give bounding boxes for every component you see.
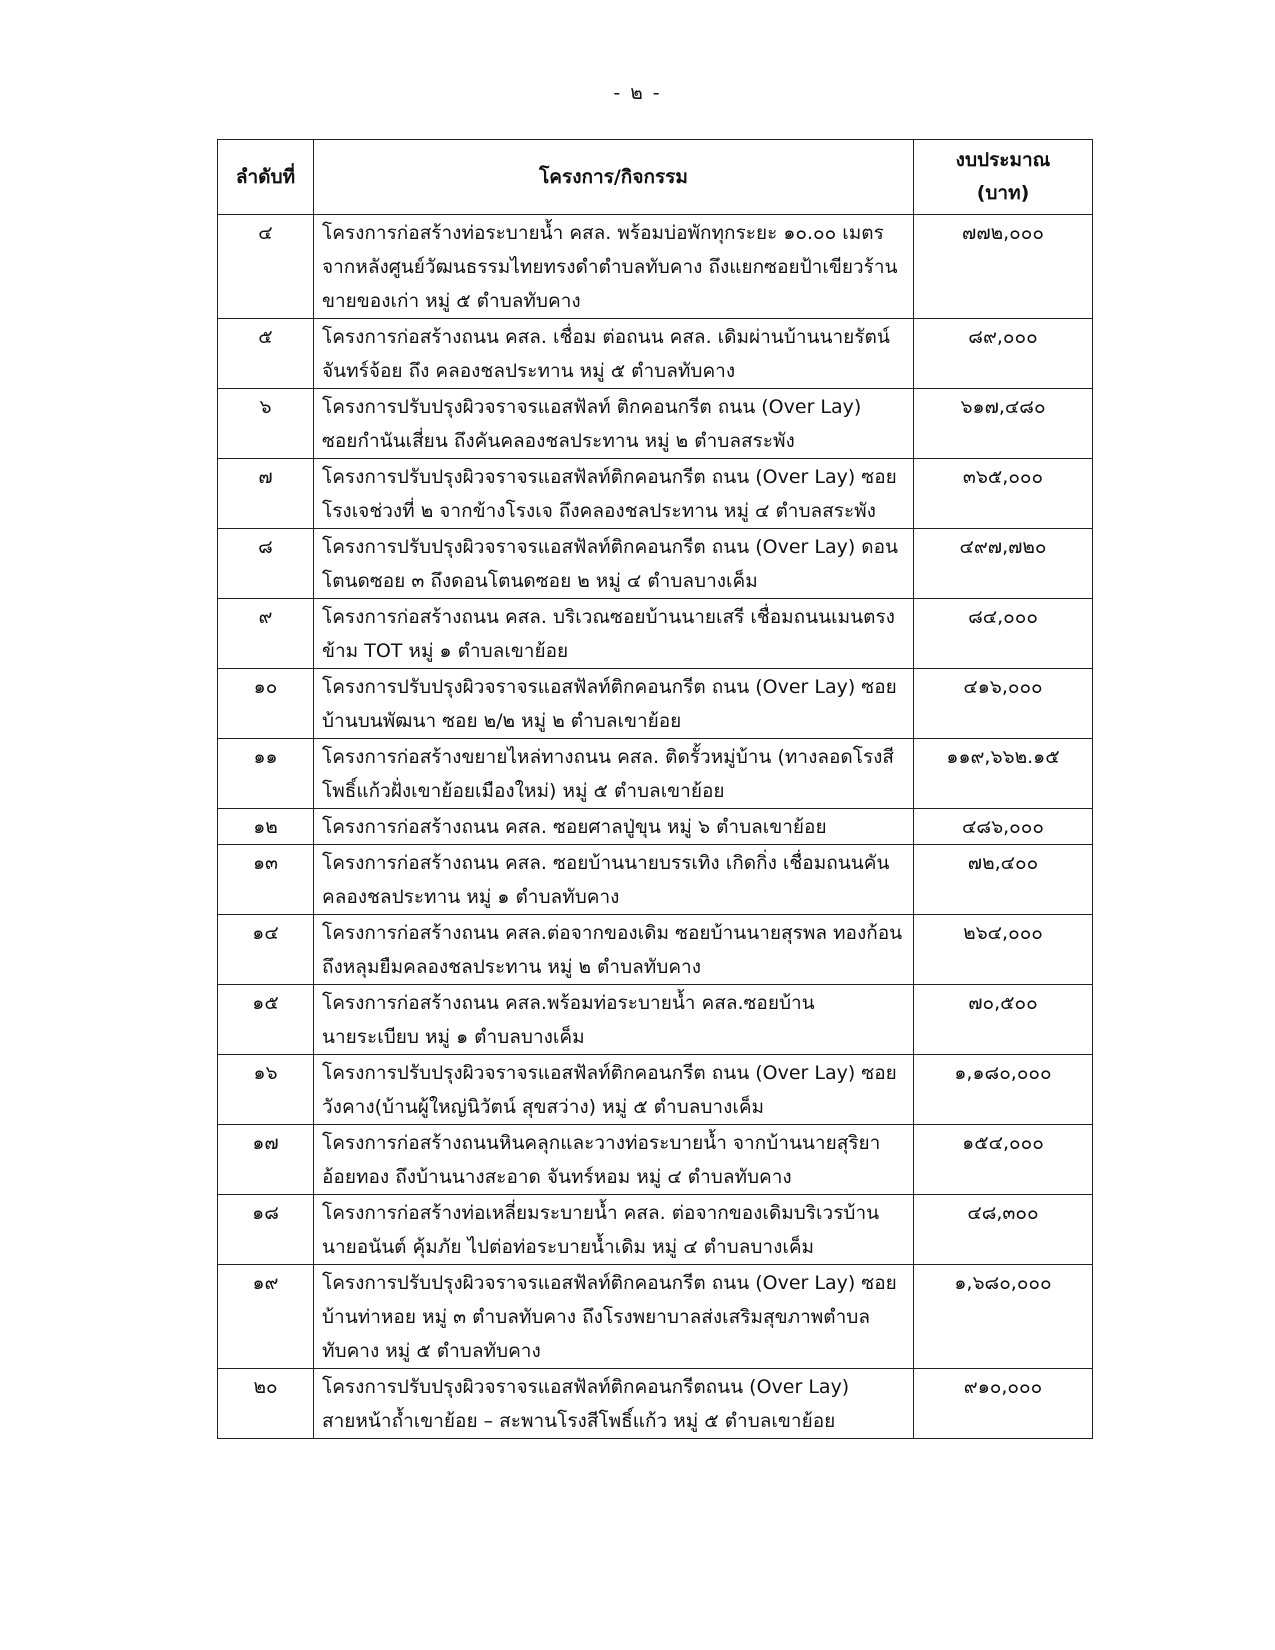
- row-number: ๗: [218, 459, 314, 529]
- project-description-line: โครงการปรับปรุงผิวจราจรแอสฟัลท์ติกคอนกรีต ถนน (Over Lay) ซอย: [322, 1272, 897, 1294]
- project-description-line: โครงการปรับปรุงผิวจราจรแอสฟัลท์ติกคอนกรีต ถนน (Over Lay) ซอย: [322, 1062, 897, 1084]
- project-description-line: โครงการก่อสร้างท่อเหลี่ยมระบายน้ำ คสล. ต่อจากของเดิมบริเวรบ้าน: [322, 1202, 880, 1224]
- project-description-line: คลองชลประทาน หมู่ ๑ ตำบลทับคาง: [322, 886, 620, 908]
- table-row: [218, 459, 1093, 529]
- project-description-line: โครงการก่อสร้างถนนหินคลุกและวางท่อระบายน้ำ จากบ้านนายสุริยา: [322, 1132, 881, 1154]
- budget-amount: ๒๖๔,๐๐๐: [914, 915, 1093, 985]
- row-number: ๑๖: [218, 1055, 314, 1125]
- project-description: [314, 529, 914, 599]
- budget-column-header: [914, 140, 1093, 215]
- project-description: [314, 319, 914, 389]
- project-description-line: ซอยกำนันเสี่ยน ถึงคันคลองชลประทาน หมู่ ๒ ตำบลสระพัง: [322, 430, 795, 452]
- project-description: [314, 985, 914, 1055]
- project-description-line: โครงการก่อสร้างถนน คสล. ซอยศาลปู่ขุน หมู่ ๖ ตำบลเขาย้อย: [322, 816, 827, 838]
- table-row: [218, 599, 1093, 669]
- project-description-line: ขายของเก่า หมู่ ๕ ตำบลทับคาง: [322, 290, 581, 312]
- project-description: [314, 1055, 914, 1125]
- table-row: [218, 215, 1093, 319]
- project-description-line: โครงการก่อสร้างถนน คสล.ต่อจากของเดิม ซอยบ้านนายสุรพล ทองก้อน: [322, 922, 903, 944]
- table-row: [218, 809, 1093, 845]
- project-description: [314, 215, 914, 319]
- project-description-line: โครงการปรับปรุงผิวจราจรแอสฟัลท์ ติกคอนกรีต ถนน (Over Lay): [322, 396, 862, 418]
- project-description-line: จันทร์จ้อย ถึง คลองชลประทาน หมู่ ๕ ตำบลทับคาง: [322, 360, 736, 382]
- project-description-line: โรงเจช่วงที่ ๒ จากข้างโรงเจ ถึงคลองชลประทาน หมู่ ๔ ตำบลสระพัง: [322, 500, 876, 522]
- table-row: [218, 845, 1093, 915]
- project-description: [314, 809, 914, 845]
- page-number: - ๒ -: [613, 82, 662, 104]
- budget-header-line2: (บาท): [976, 182, 1030, 204]
- project-description: [314, 845, 914, 915]
- project-description-line: โตนดซอย ๓ ถึงดอนโตนดซอย ๒ หมู่ ๔ ตำบลบางเค็ม: [322, 570, 758, 592]
- budget-amount: ๘๔,๐๐๐: [914, 599, 1093, 669]
- project-description: [314, 739, 914, 809]
- project-description: [314, 459, 914, 529]
- budget-amount: ๑,๖๘๐,๐๐๐: [914, 1265, 1093, 1369]
- row-number: ๘: [218, 529, 314, 599]
- project-description-line: โครงการปรับปรุงผิวจราจรแอสฟัลท์ติกคอนกรีต ถนน (Over Lay) ซอย: [322, 466, 897, 488]
- table-row: [218, 1265, 1093, 1369]
- table-row: [218, 985, 1093, 1055]
- row-number: ๑๑: [218, 739, 314, 809]
- project-description: [314, 1369, 914, 1439]
- project-description: [314, 1195, 914, 1265]
- row-number: ๑๔: [218, 915, 314, 985]
- project-column-header: โครงการ/กิจกรรม: [314, 140, 914, 215]
- table-row: [218, 389, 1093, 459]
- row-number: ๑๕: [218, 985, 314, 1055]
- budget-amount: ๔๙๗,๗๒๐: [914, 529, 1093, 599]
- row-number: ๑๘: [218, 1195, 314, 1265]
- budget-amount: ๘๙,๐๐๐: [914, 319, 1093, 389]
- row-number: ๕: [218, 319, 314, 389]
- project-description-line: ถึงหลุมยืมคลองชลประทาน หมู่ ๒ ตำบลทับคาง: [322, 956, 702, 978]
- row-number: ๙: [218, 599, 314, 669]
- project-description-line: โครงการก่อสร้างถนน คสล.พร้อมท่อระบายน้ำ คสล.ซอยบ้าน: [322, 992, 815, 1014]
- table-row: [218, 1195, 1093, 1265]
- budget-amount: ๑๕๔,๐๐๐: [914, 1125, 1093, 1195]
- project-description-line: โครงการก่อสร้างท่อระบายน้ำ คสล. พร้อมบ่อพักทุกระยะ ๑๐.๐๐ เมตร: [322, 222, 884, 244]
- project-description-line: วังคาง(บ้านผู้ใหญ่นิวัตน์ สุขสว่าง) หมู่ ๕ ตำบลบางเค็ม: [322, 1096, 765, 1118]
- row-number: ๔: [218, 215, 314, 319]
- project-description: [314, 669, 914, 739]
- project-description-line: ทับคาง หมู่ ๕ ตำบลทับคาง: [322, 1340, 541, 1362]
- project-description-line: จากหลังศูนย์วัฒนธรรมไทยทรงดำตำบลทับคาง ถึงแยกซอยป้าเขียวร้าน: [322, 256, 898, 278]
- project-description-line: โครงการก่อสร้างขยายไหล่ทางถนน คสล. ติดรั้วหมู่บ้าน (ทางลอดโรงสี: [322, 746, 895, 768]
- budget-amount: ๔๑๖,๐๐๐: [914, 669, 1093, 739]
- table-row: [218, 1055, 1093, 1125]
- row-number: ๑๗: [218, 1125, 314, 1195]
- row-number: ๑๓: [218, 845, 314, 915]
- budget-amount: ๗๗๒,๐๐๐: [914, 215, 1093, 319]
- budget-amount: ๗๐,๕๐๐: [914, 985, 1093, 1055]
- table-row: [218, 1369, 1093, 1439]
- budget-amount: ๙๑๐,๐๐๐: [914, 1369, 1093, 1439]
- budget-amount: ๔๘๖,๐๐๐: [914, 809, 1093, 845]
- row-number: ๖: [218, 389, 314, 459]
- table-row: [218, 319, 1093, 389]
- project-description: [314, 915, 914, 985]
- table-header-row: [218, 140, 1093, 215]
- row-number: ๑๐: [218, 669, 314, 739]
- table-row: [218, 669, 1093, 739]
- project-description-line: โครงการปรับปรุงผิวจราจรแอสฟัลท์ติกคอนกรีตถนน (Over Lay): [322, 1376, 850, 1398]
- project-description-line: บ้านบนพัฒนา ซอย ๒/๒ หมู่ ๒ ตำบลเขาย้อย: [322, 710, 682, 732]
- table-row: [218, 529, 1093, 599]
- project-description-line: สายหน้าถ้ำเขาย้อย – สะพานโรงสีโพธิ์แก้ว หมู่ ๕ ตำบลเขาย้อย: [322, 1410, 836, 1432]
- project-description: [314, 389, 914, 459]
- budget-amount: ๓๖๕,๐๐๐: [914, 459, 1093, 529]
- project-description-line: โครงการก่อสร้างถนน คสล. บริเวณซอยบ้านนายเสรี เชื่อมถนนเมนตรง: [322, 606, 895, 628]
- project-description: [314, 1125, 914, 1195]
- project-description: [314, 1265, 914, 1369]
- budget-amount: ๑,๑๘๐,๐๐๐: [914, 1055, 1093, 1125]
- project-description-line: โครงการก่อสร้างถนน คสล. เชื่อม ต่อถนน คสล. เดิมผ่านบ้านนายรัตน์: [322, 326, 890, 348]
- project-description-line: โครงการก่อสร้างถนน คสล. ซอยบ้านนายบรรเทิง เกิดกิ่ง เชื่อมถนนคัน: [322, 852, 890, 874]
- project-description: [314, 599, 914, 669]
- project-description-line: นายอนันต์ คุ้มภัย ไปต่อท่อระบายน้ำเดิม หมู่ ๔ ตำบลบางเค็ม: [322, 1236, 815, 1258]
- row-number: ๑๙: [218, 1265, 314, 1369]
- budget-amount: ๑๑๙,๖๖๒.๑๕: [914, 739, 1093, 809]
- project-description-line: โครงการปรับปรุงผิวจราจรแอสฟัลท์ติกคอนกรีต ถนน (Over Lay) ดอน: [322, 536, 899, 558]
- row-number: ๑๒: [218, 809, 314, 845]
- budget-table: [217, 139, 1093, 1439]
- project-description-line: โครงการปรับปรุงผิวจราจรแอสฟัลท์ติกคอนกรีต ถนน (Over Lay) ซอย: [322, 676, 897, 698]
- table-row: [218, 1125, 1093, 1195]
- budget-amount: ๗๒,๔๐๐: [914, 845, 1093, 915]
- budget-header-line1: งบประมาณ: [955, 149, 1051, 171]
- project-description-line: โพธิ์แก้วฝั่งเขาย้อยเมืองใหม่) หมู่ ๕ ตำบลเขาย้อย: [322, 780, 725, 802]
- project-description-line: นายระเบียบ หมู่ ๑ ตำบลบางเค็ม: [322, 1026, 585, 1048]
- budget-amount: ๖๑๗,๔๘๐: [914, 389, 1093, 459]
- table-row: [218, 915, 1093, 985]
- order-column-header: ลำดับที่: [218, 140, 314, 215]
- project-description-line: ข้าม TOT หมู่ ๑ ตำบลเขาย้อย: [322, 640, 569, 662]
- project-description-line: บ้านท่าหอย หมู่ ๓ ตำบลทับคาง ถึงโรงพยาบาลส่งเสริมสุขภาพตำบล: [322, 1306, 871, 1328]
- project-description-line: อ้อยทอง ถึงบ้านนางสะอาด จันทร์หอม หมู่ ๔ ตำบลทับคาง: [322, 1166, 792, 1188]
- table-row: [218, 739, 1093, 809]
- budget-amount: ๔๘,๓๐๐: [914, 1195, 1093, 1265]
- row-number: ๒๐: [218, 1369, 314, 1439]
